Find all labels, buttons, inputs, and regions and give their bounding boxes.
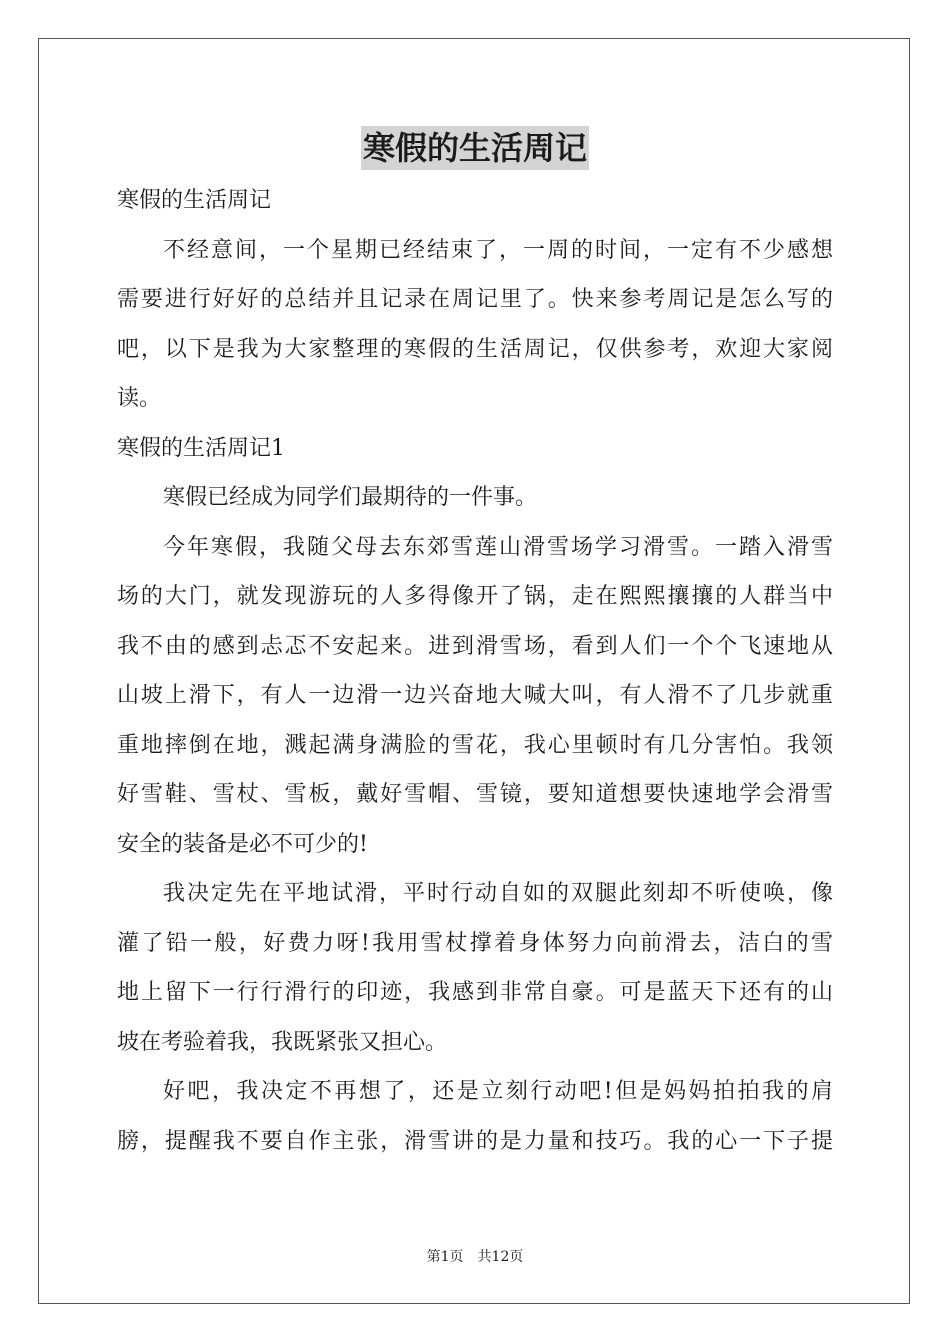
paragraph-line: 重地摔倒在地，溅起满身满脸的雪花，我心里顿时有几分害怕。我领 (117, 732, 833, 758)
intro-line: 不经意间，一个星期已经结束了，一周的时间，一定有不少感想 (163, 237, 833, 263)
paragraph-line: 灌了铅一般，好费力呀!我用雪杖撑着身体努力向前滑去，洁白的雪 (117, 930, 833, 956)
intro-line: 吧，以下是我为大家整理的寒假的生活周记，仅供参考，欢迎大家阅 (117, 336, 833, 362)
title-container (0, 126, 950, 170)
subtitle: 寒假的生活周记 (117, 188, 272, 213)
paragraph-line: 我不由的感到忐忑不安起来。进到滑雪场，看到人们一个个飞速地从 (117, 633, 833, 659)
intro-line: 读。 (117, 386, 162, 411)
document-title: 寒假的生活周记 (361, 126, 589, 170)
paragraph-line: 安全的装备是必不可少的! (117, 831, 368, 857)
paragraph-line: 今年寒假，我随父母去东郊雪莲山滑雪场学习滑雪。一踏入滑雪 (163, 534, 833, 560)
paragraph-line: 场的大门，就发现游玩的人多得像开了锅，走在熙熙攘攘的人群当中 (117, 584, 833, 609)
paragraph-line: 好吧，我决定不再想了，还是立刻行动吧!但是妈妈拍拍我的肩 (163, 1079, 833, 1104)
paragraph-line: 膀，提醒我不要自作主张，滑雪讲的是力量和技巧。我的心一下子提 (117, 1128, 833, 1154)
page-footer: 第1页 共12页 (426, 1249, 524, 1265)
paragraph-line: 好雪鞋、雪杖、雪板，戴好雪帽、雪镜，要知道想要快速地学会滑雪 (117, 782, 833, 807)
paragraph-line: 山坡上滑下，有人一边滑一边兴奋地大喊大叫，有人滑不了几步就重 (117, 683, 833, 708)
paragraph-line: 我决定先在平地试滑，平时行动自如的双腿此刻却不听使唤，像 (163, 881, 833, 906)
paragraph-line: 坡在考验着我，我既紧张又担心。 (117, 1029, 448, 1055)
paragraph-line: 寒假已经成为同学们最期待的一件事。 (163, 485, 538, 510)
intro-line: 需要进行好好的总结并且记录在周记里了。快来参考周记是怎么写的 (117, 287, 833, 312)
section-heading: 寒假的生活周记1 (117, 435, 285, 461)
document-body (117, 176, 833, 1166)
paragraph-line: 地上留下一行行滑行的印迹，我感到非常自豪。可是蓝天下还有的山 (117, 980, 833, 1005)
